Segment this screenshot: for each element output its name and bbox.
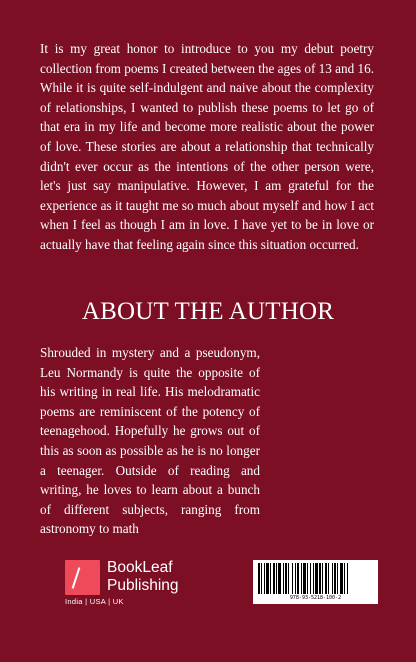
barcode-bar — [337, 563, 338, 594]
barcode-bar — [340, 563, 343, 594]
isbn-number: 978-93-5218-100-2 — [289, 595, 342, 601]
barcode-bar — [292, 563, 293, 594]
barcode-bar — [278, 563, 281, 594]
barcode-bar — [261, 563, 262, 594]
publisher-logo — [40, 556, 210, 616]
barcode-bar — [303, 563, 306, 594]
slash-icon — [72, 567, 81, 589]
barcode-bar — [322, 563, 323, 594]
barcode-bar — [325, 563, 327, 594]
publisher-name-line2: Publishing — [107, 577, 179, 594]
barcode-bar — [270, 563, 271, 594]
barcode-bar — [334, 563, 336, 594]
barcode-bar — [344, 563, 345, 594]
barcode-bar — [328, 563, 329, 594]
barcode-bar — [332, 563, 333, 594]
publisher-logo-mark — [65, 560, 100, 595]
intro-paragraph: It is my great honor to introduce to you my debut poetry collection from poems I created between the ages of 13 and 16. While it is quite self-indulgent and naive about the complexity of relationships, I wanted to publish these poems to let go of that era in my life and become more realistic about the power of love. These stories are about a relationship that technically didn't ever occur as the intentions of the other person were, let's just say manipulative. However, I am grateful for the experience as it taught me so much about myself and how I act when I feel as though I am in love. I have yet to be in love or actually have that feeling again since this situation occurred. — [40, 41, 374, 252]
barcode-bar — [347, 563, 348, 594]
barcode-bar — [307, 563, 308, 594]
barcode-bar — [297, 563, 299, 594]
barcode-bar — [319, 563, 321, 594]
barcode-bars — [258, 563, 373, 594]
barcode-bar — [273, 563, 275, 594]
barcode-bar — [258, 563, 260, 594]
author-bio-paragraph: Shrouded in mystery and a pseudonym, Leu Normandy is quite the opposite of his writing in real life. His melodramatic poems are reminiscent of the potency of teenagehood. Hopefully he grows out of this as soon as possible as he is no longer a teenager. Outside of reading and writing, he loves to learn about a bunch of different subjects, ranging from astronomy to math — [40, 345, 260, 537]
barcode-bar — [310, 563, 311, 594]
barcode-bar — [285, 563, 287, 594]
barcode-bar — [264, 563, 265, 594]
isbn-barcode — [253, 560, 378, 604]
barcode-bar — [313, 563, 314, 594]
barcode-bar — [301, 563, 302, 594]
about-author-heading: ABOUT THE AUTHOR — [81, 298, 335, 325]
barcode-bar — [288, 563, 289, 594]
publisher-regions: India | USA | UK — [65, 597, 124, 606]
publisher-name-line1: BookLeaf — [107, 559, 173, 576]
barcode-bar — [315, 563, 318, 594]
barcode-bar — [276, 563, 277, 594]
barcode-bar — [266, 563, 269, 594]
barcode-bar — [283, 563, 284, 594]
barcode-bar — [295, 563, 296, 594]
